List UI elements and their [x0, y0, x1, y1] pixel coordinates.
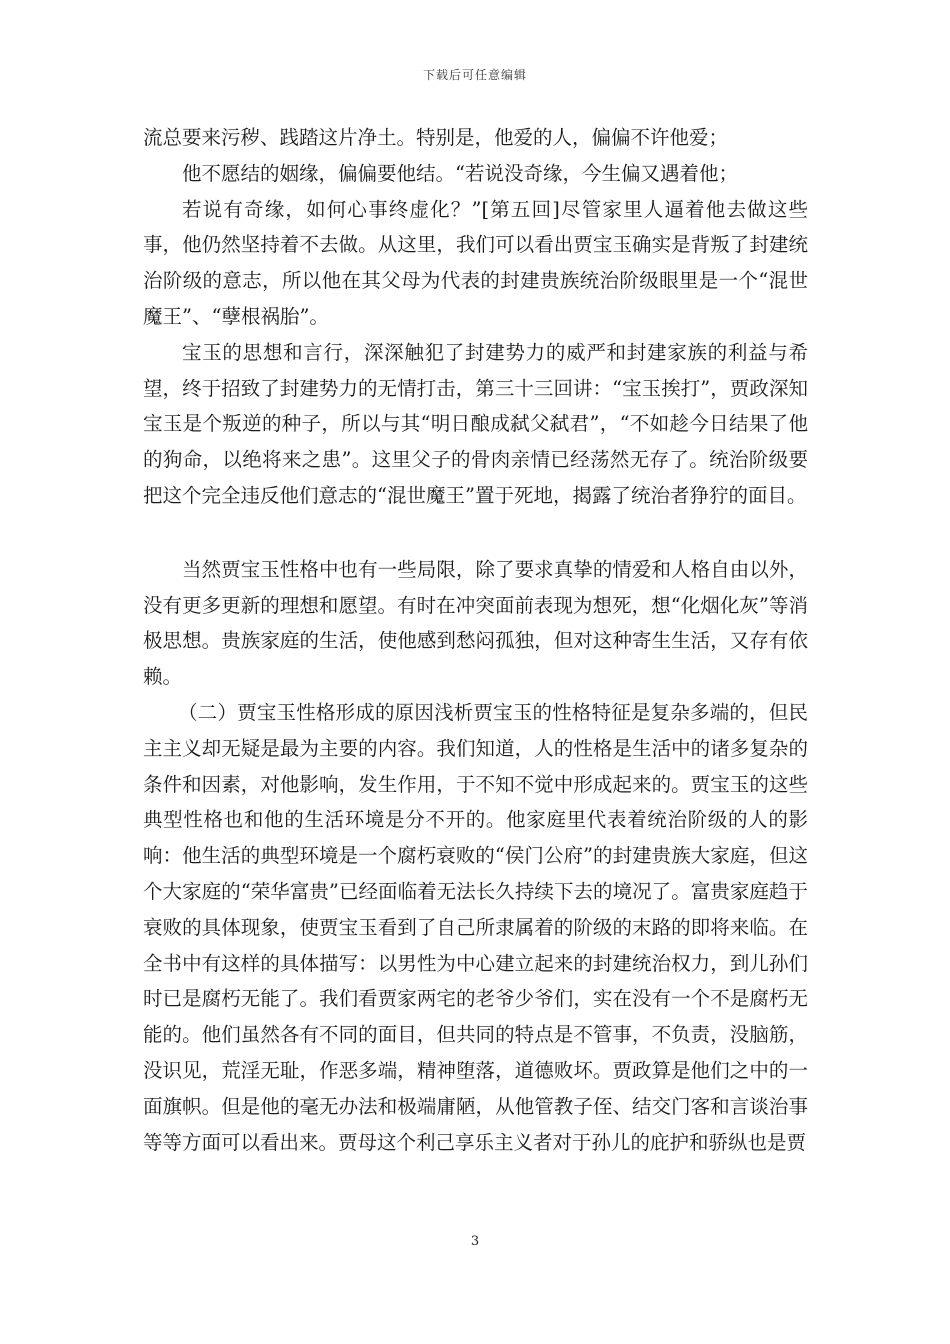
paragraph: 他不愿结的姻缘，偏偏要他结。“若说没奇缘，今生偏又遇着他；: [182, 161, 738, 185]
paragraph: 当然贾宝玉性格中也有一些局限，除了要求真挚的情爱和人格自由以外，没有更多更新的理想和愿望。有时在冲突面前表现为想死，想“化烟化灰”等消极思想。贵族家庭的生活，使他感到愁闷孤独，但对这种寄生生活，又存有依赖。: [143, 557, 808, 689]
section-paragraph: （二）贾宝玉性格形成的原因浅析贾宝玉的性格特征是复杂多端的，但民主主义却无疑是最为主要的内容。我们知道，人的性格是生活中的诸多复杂的条件和因素，对他影响，发生作用，于不知不觉中形成起来的。贾宝玉的这些典型性格也和他的生活环境是分不开的。他家庭里代表着统治阶级的人的影响：他生活的典型环境是一个腐朽衰败的“侯门公府”的封建贵族大家庭，但这个大家庭的“荣华富贵”已经面临着无法长久持续下去的境况了。富贵家庭趋于衰败的具体现象，使贾宝玉看到了自己所隶属着的阶级的末路的即将来临。在全书中有这样的具体描写：以男性为中心建立起来的封建统治权力，到儿孙们时已是腐朽无能了。我们看贾家两宅的老爷少爷们，实在没有一个不是腐朽无能的。他们虽然各有不同的面目，但共同的特点是不管事，不负责，没脑筋，没识见，荒淫无耻，作恶多端，精神堕落，道德败坏。贾政算是他们之中的一面旗帜。但是他的毫无办法和极端庸陋，从他管教子侄、结交门客和言谈治事等等方面可以看出来。贾母这个利己享乐主义者对于孙儿的庇护和骄纵也是贾: [143, 700, 808, 1154]
document-body: [143, 120, 808, 1160]
page-header: 下载后可任意编辑: [422, 68, 527, 82]
paragraph: 宝玉的思想和言行，深深触犯了封建势力的威严和封建家族的利益与希望，终于招致了封建势力的无情打击，第三十三回讲：“宝玉挨打”，贾政深知宝玉是个叛逆的种子，所以与其“明日酿成弑父弑君”，“不如趁今日结果了他的狗命，以绝将来之患”。这里父子的骨肉亲情已经荡然无存了。统治阶级要把这个完全违反他们意志的“混世魔王”置于死地，揭露了统治者狰狞的面目。: [143, 340, 808, 507]
paragraph-spacer: [143, 514, 808, 552]
paragraph: 流总要来污秽、践踏这片净土。特别是，他爱的人，偏偏不许他爱；: [143, 126, 729, 149]
page-number: 3: [470, 1234, 480, 1249]
paragraph: 若说有奇缘，如何心事终虚化？”[第五回]尽管家里人逼着他去做这些事，他仍然坚持着不去做。从这里，我们可以看出贾宝玉确实是背叛了封建统治阶级的意志，所以他在其父母为代表的封建贵族统治阶级眼里是一个“混世魔王”、“孽根祸胎”。: [143, 197, 808, 328]
